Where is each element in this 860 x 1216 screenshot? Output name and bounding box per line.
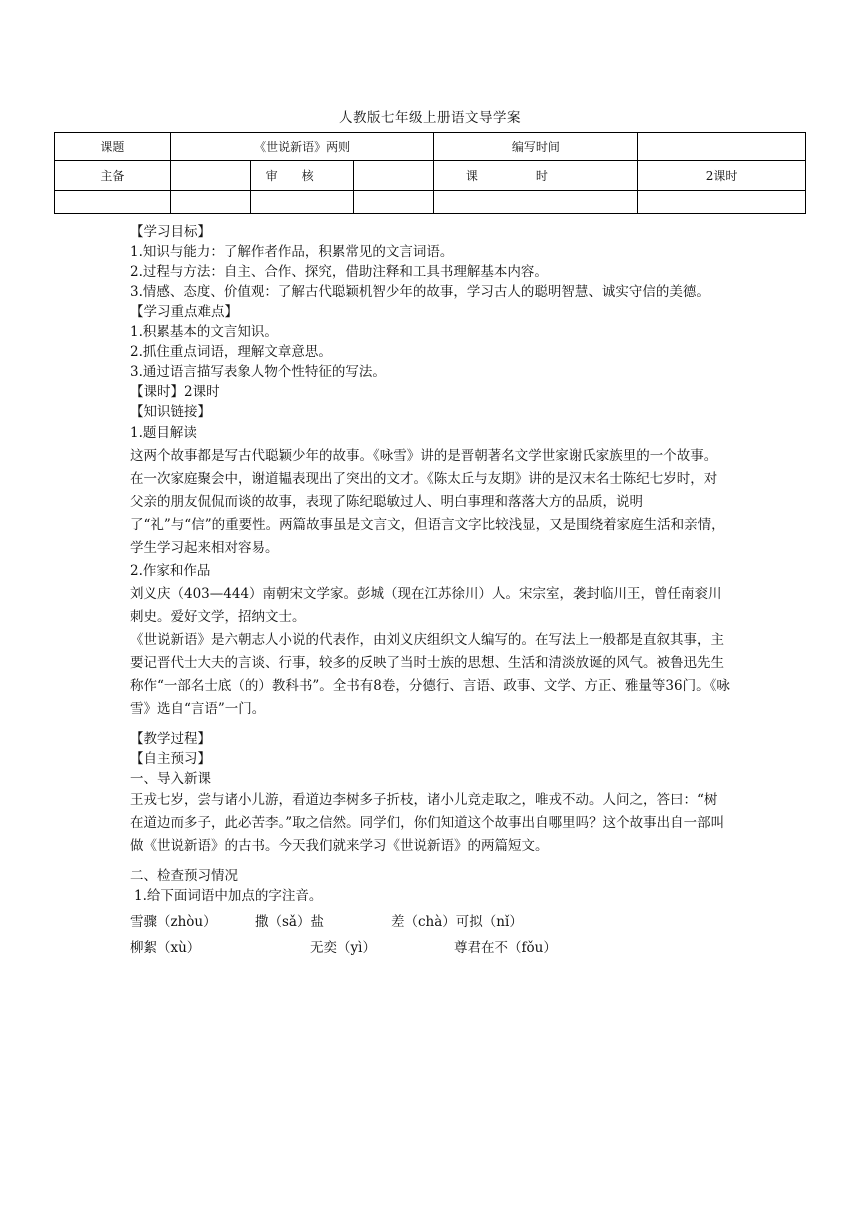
pinyin-item: 无奕（yì） (310, 940, 376, 956)
pinyin-item: 柳絮（xù） (130, 940, 201, 956)
preview-heading: 【自主预习】 (130, 751, 211, 767)
pinyin-item: 雪骤（zhòu） (130, 914, 217, 930)
topic-label: 课题 (55, 133, 171, 161)
focus-item: 1.积累基本的文言知识。 (130, 324, 278, 340)
pinyin-row (130, 938, 730, 958)
period-label: 课时 (434, 161, 638, 191)
pinyin-item: 差（chà）可拟（nǐ） (391, 914, 523, 930)
table-row (55, 161, 806, 191)
page-title: 人教版七年级上册语文导学案 (339, 110, 521, 126)
link-subtitle: 2.作家和作品 (130, 563, 211, 579)
write-time-value (638, 133, 806, 161)
table-row (55, 191, 806, 214)
header-table (54, 132, 806, 214)
link-subtitle: 1.题目解读 (130, 425, 197, 441)
review-value (353, 161, 434, 191)
process-heading: 【教学过程】 (130, 731, 211, 747)
link-paragraph: 刘义庆（403—444）南朝宋文学家。彭城（现在江苏徐川）人。宋宗室，袭封临川王，曾任南衮川刺史。爱好文学，招纳文士。 (130, 586, 722, 625)
goals-heading: 【学习目标】 (130, 224, 211, 240)
goal-item: 3.情感、态度、价值观：了解古代聪颖机智少年的故事，学习古人的聪明智慧、诚实守信的美德。 (130, 284, 710, 300)
period-value: 2课时 (638, 161, 806, 191)
pinyin-item: 撒（sǎ）盐 (255, 914, 324, 930)
focus-item: 3.通过语言描写表象人物个性特征的写法。 (130, 364, 386, 380)
table-row (55, 133, 806, 161)
goal-item: 1.知识与能力：了解作者作品，积累常见的文言词语。 (130, 244, 454, 260)
goal-item: 2.过程与方法：自主、合作、探究，借助注释和工具书理解基本内容。 (130, 264, 548, 280)
link-heading: 【知识链接】 (130, 404, 211, 420)
pinyin-item: 尊君在不（fǒu） (454, 940, 557, 956)
review-label: 审核 (250, 161, 353, 191)
write-time-label: 编写时间 (434, 133, 638, 161)
step2-heading: 二、检查预习情况 (130, 868, 238, 884)
step1-text: 王戎七岁，尝与诸小儿游，看道边李树多子折枝，诸小儿竞走取之，唯戎不动。人问之，答曰：“树在道边而多子，此必苦李。”取之信然。同学们，你们知道这个故事出自哪里吗？这个故事出自一部叫做《世说新语》的古书。今天我们就来学习《世说新语》的两篇短文。 (130, 792, 725, 854)
focus-item: 2.抓住重点词语，理解文章意思。 (130, 344, 332, 360)
step1-heading: 一、导入新课 (130, 771, 211, 787)
task-item: 1.给下面词语中加点的字注音。 (134, 888, 323, 904)
focus-heading: 【学习重点难点】 (130, 304, 238, 320)
topic-value: 《世说新语》两则 (170, 133, 434, 161)
author-value (170, 161, 250, 191)
link-paragraph: 《世说新语》是六朝志人小说的代表作，由刘义庆组织文人编写的。在写法上一般都是直叙其事，主要记晋代士大夫的言谈、行事，较多的反映了当时士族的思想、生活和清淡放诞的风气。被鲁迅先生称作“一部名士底（的）教科书”。全书有8卷，分德行、言语、政事、文学、方正、雅量等36门。《咏雪》选自“言语”一门。 (130, 632, 730, 717)
link-paragraph: 这两个故事都是写古代聪颖少年的故事。《咏雪》讲的是晋朝著名文学世家谢氏家族里的一个故事。在一次家庭聚会中，谢道韫表现出了突出的文才。《陈太丘与友期》讲的是汉末名士陈纪七岁时，对父亲的朋友侃侃而谈的故事，表现了陈纪聪敏过人、明白事理和落落大方的品质，说明了“礼”与“信”的重要性。两篇故事虽是文言文，但语言文字比较浅显，又是围绕着家庭生活和亲情，学生学习起来相对容易。 (130, 448, 725, 556)
lesson-content (130, 222, 730, 958)
author-label: 主备 (55, 161, 171, 191)
hours-line: 【课时】2课时 (130, 384, 220, 400)
pinyin-row (130, 912, 730, 932)
